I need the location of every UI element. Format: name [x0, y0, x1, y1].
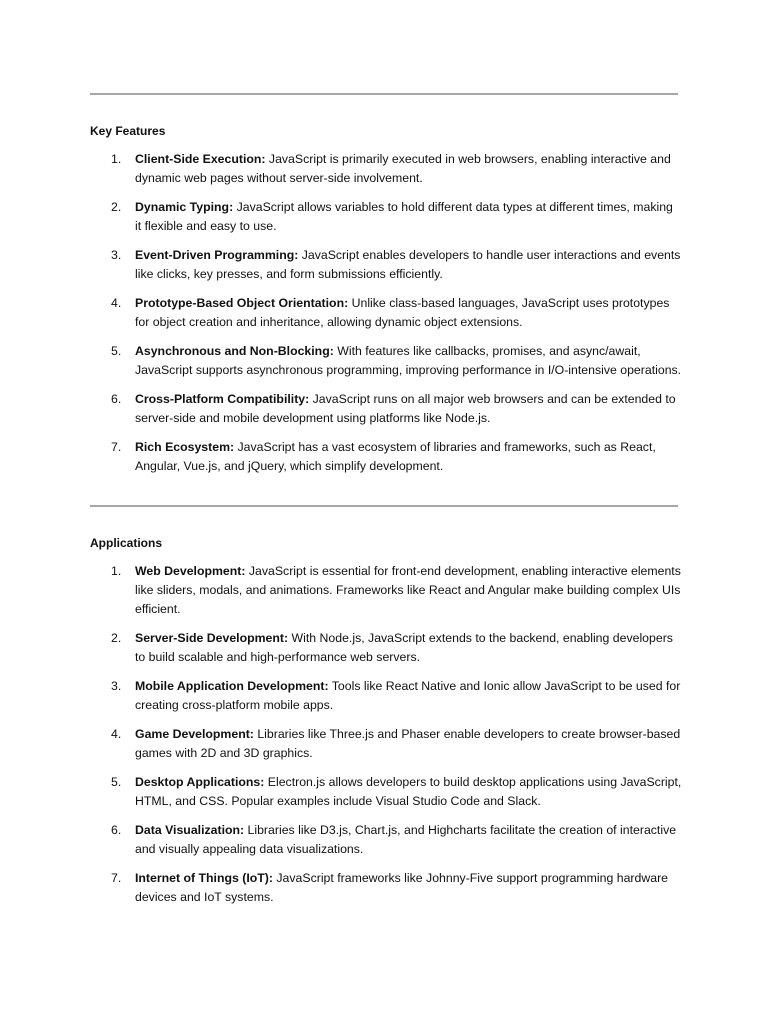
item-text: JavaScript is primarily executed in web browsers, enabling interactive and dynamic web pages without server-side involvement.	[135, 152, 671, 185]
item-number: 4.	[111, 727, 122, 741]
item-term: Web Development:	[135, 564, 246, 578]
item-number: 3.	[111, 248, 122, 262]
list-item	[90, 390, 682, 428]
section-divider	[90, 505, 678, 507]
item-text: JavaScript allows variables to hold different data types at different times, making it flexible and easy to use.	[135, 200, 673, 233]
item-number: 5.	[111, 775, 122, 789]
list-item	[90, 294, 682, 332]
key-features-list	[90, 150, 682, 486]
list-item	[90, 562, 682, 619]
item-term: Desktop Applications:	[135, 775, 265, 789]
list-item	[90, 438, 682, 476]
item-number: 7.	[111, 440, 122, 454]
item-text: JavaScript has a vast ecosystem of libraries and frameworks, such as React, Angular, Vue.js, and jQuery, which simplify development.	[135, 440, 656, 473]
item-number: 2.	[111, 631, 122, 645]
applications-list	[90, 562, 682, 917]
list-item	[90, 246, 682, 284]
item-number: 3.	[111, 679, 122, 693]
item-text: JavaScript is essential for front-end development, enabling interactive elements like sliders, modals, and animations. Frameworks like React and Angular make building complex UIs efficient.	[135, 564, 681, 616]
item-term: Data Visualization:	[135, 823, 245, 837]
item-number: 1.	[111, 564, 122, 578]
list-item	[90, 773, 682, 811]
item-text: Libraries like D3.js, Chart.js, and Highcharts facilitate the creation of interactive and visually appealing data visualizations.	[135, 823, 677, 856]
item-text: JavaScript enables developers to handle user interactions and events like clicks, key presses, and form submissions efficiently.	[135, 248, 681, 281]
item-text: With Node.js, JavaScript extends to the backend, enabling developers to build scalable and high-performance web servers.	[135, 631, 673, 664]
item-text: With features like callbacks, promises, and async/await, JavaScript supports asynchronous programming, improving performance in I/O-intensive operations.	[135, 344, 682, 377]
item-term: Internet of Things (IoT):	[135, 871, 273, 885]
item-term: Game Development:	[135, 727, 254, 741]
item-text: Tools like React Native and Ionic allow JavaScript to be used for creating cross-platform mobile apps.	[135, 679, 681, 712]
item-number: 4.	[111, 296, 122, 310]
item-number: 1.	[111, 152, 122, 166]
item-term: Cross-Platform Compatibility:	[135, 392, 310, 406]
item-number: 5.	[111, 344, 122, 358]
top-divider	[90, 93, 678, 95]
item-number: 6.	[111, 823, 122, 837]
list-item	[90, 629, 682, 667]
item-term: Client-Side Execution:	[135, 152, 266, 166]
item-term: Event-Driven Programming:	[135, 248, 299, 262]
item-text: JavaScript frameworks like Johnny-Five support programming hardware devices and IoT systems.	[135, 871, 669, 904]
item-text: JavaScript runs on all major web browsers and can be extended to server-side and mobile development using platforms like Node.js.	[135, 392, 676, 425]
item-term: Mobile Application Development:	[135, 679, 329, 693]
item-text: Libraries like Three.js and Phaser enable developers to create browser-based games with 2D and 3D graphics.	[135, 727, 681, 760]
list-item	[90, 869, 682, 907]
item-term: Dynamic Typing:	[135, 200, 234, 214]
item-term: Prototype-Based Object Orientation:	[135, 296, 349, 310]
list-item	[90, 677, 682, 715]
applications-heading: Applications	[90, 536, 163, 550]
list-item	[90, 150, 682, 188]
item-term: Rich Ecosystem:	[135, 440, 235, 454]
list-item	[90, 342, 682, 380]
list-item	[90, 198, 682, 236]
item-number: 2.	[111, 200, 122, 214]
item-text: Electron.js allows developers to build desktop applications using JavaScript, HTML, and CSS. Popular examples include Visual Studio Code and Slack.	[135, 775, 682, 808]
item-term: Server-Side Development:	[135, 631, 289, 645]
item-number: 7.	[111, 871, 122, 885]
item-term: Asynchronous and Non-Blocking:	[135, 344, 334, 358]
list-item	[90, 725, 682, 763]
item-number: 6.	[111, 392, 122, 406]
key-features-heading: Key Features	[90, 124, 166, 138]
list-item	[90, 821, 682, 859]
item-text: Unlike class-based languages, JavaScript uses prototypes for object creation and inheritance, allowing dynamic object extensions.	[135, 296, 670, 329]
